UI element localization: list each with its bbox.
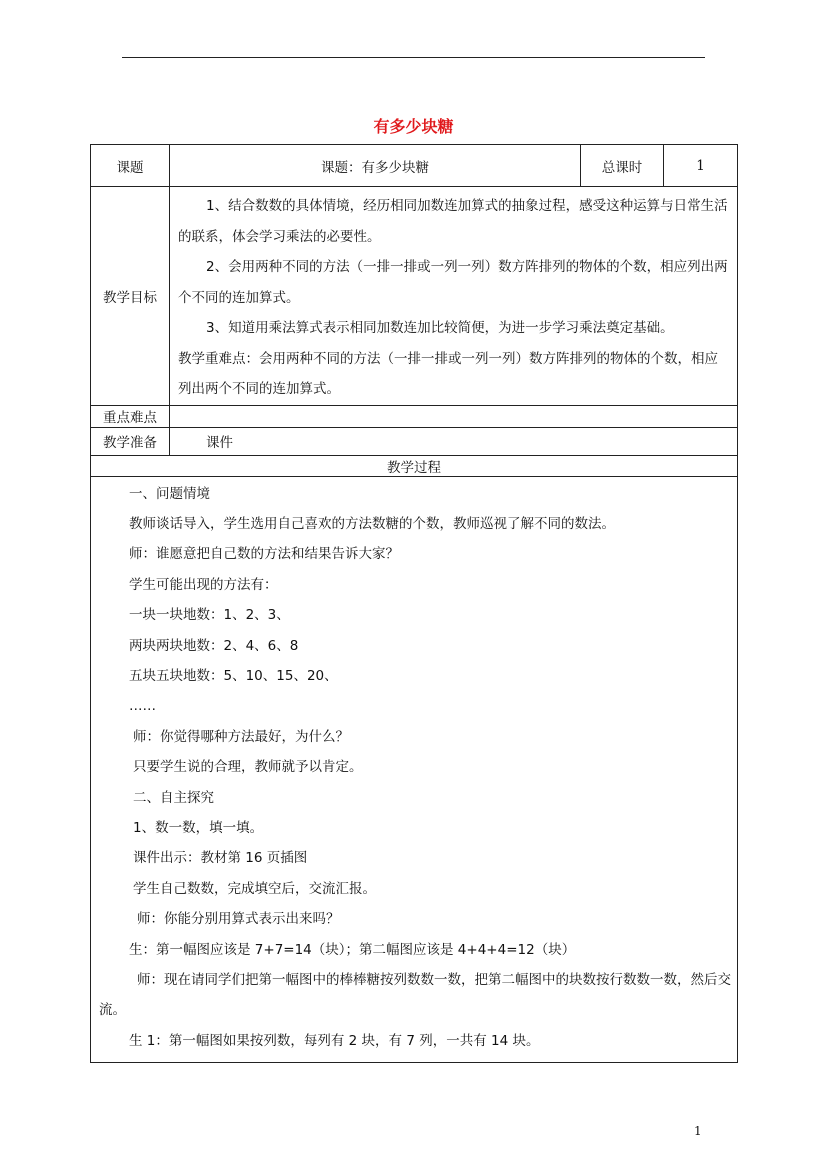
process-line: 师：谁愿意把自己数的方法和结果告诉大家？: [129, 546, 399, 563]
prep-label: 教学准备: [91, 427, 170, 455]
goals-content: [170, 187, 738, 406]
header-rule: [122, 57, 705, 58]
goals-row: [91, 187, 738, 406]
process-heading-row: [91, 455, 738, 476]
process-line: 师：你觉得哪种方法最好，为什么？: [133, 728, 349, 745]
process-line: 师：现在请同学们把第一幅图中的棒棒糖按列数数一数，把第二幅图中的块数按行数数一数，然后交流。: [99, 972, 731, 1019]
key-points-row: [91, 405, 738, 427]
document-title: 有多少块糖: [373, 117, 454, 136]
prep-value: 课件: [170, 427, 738, 455]
goal-item: 2、会用两种不同的方法（一排一排或一列一列）数方阵排列的物体的个数，相应列出两个不同的连加算式。: [178, 259, 728, 306]
goals-label: 教学目标: [91, 187, 170, 406]
lesson-plan-table: [90, 144, 738, 1063]
process-line: 一、问题情境: [129, 485, 210, 502]
total-hours-label: 总课时: [581, 145, 664, 187]
process-line: 1、数一数，填一填。: [133, 819, 264, 836]
page-number: 1: [694, 1124, 702, 1138]
key-points-value: [170, 405, 738, 427]
process-line: 一块一块地数：1、2、3、: [129, 607, 290, 624]
process-line: 学生自己数数，完成填空后，交流汇报。: [133, 880, 376, 897]
process-line: 两块两块地数：2、4、6、8: [129, 637, 299, 654]
process-line: 生：第一幅图应该是 7+7=14（块）；第二幅图应该是 4+4+4=12（块）: [129, 941, 576, 958]
goal-key-difficulty: 教学重难点：会用两种不同的方法（一排一排或一列一列）数方阵排列的物体的个数，相应列出两个不同的连加算式。: [178, 350, 718, 397]
process-content: [91, 476, 738, 1063]
process-heading: 教学过程: [91, 455, 738, 476]
process-line: 师：你能分别用算式表示出来吗？: [137, 911, 340, 928]
total-hours-value: 1: [664, 145, 738, 187]
process-line: 课件出示：教材第 16 页插图: [133, 850, 308, 867]
goal-item: 3、知道用乘法算式表示相同加数连加比较简便，为进一步学习乘法奠定基础。: [206, 320, 674, 336]
process-line: 二、自主探究: [133, 789, 214, 806]
topic-label: 课题: [91, 145, 170, 187]
goal-item: 1、结合数数的具体情境，经历相同加数连加算式的抽象过程，感受这种运算与日常生活的联系，体会学习乘法的必要性。: [178, 198, 728, 245]
process-line: 生 1：第一幅图如果按列数，每列有 2 块，有 7 列，一共有 14 块。: [129, 1032, 540, 1049]
topic-row: [91, 145, 738, 187]
topic-value: 课题：有多少块糖: [170, 145, 581, 187]
process-line: 五块五块地数：5、10、15、20、: [129, 667, 338, 684]
process-line: 学生可能出现的方法有：: [129, 576, 278, 593]
process-row: [91, 476, 738, 1063]
process-line: 教师谈话导入，学生选用自己喜欢的方法数糖的个数，教师巡视了解不同的数法。: [129, 515, 615, 532]
process-line: ……: [129, 698, 156, 715]
process-line: 只要学生说的合理，教师就予以肯定。: [133, 759, 363, 776]
key-points-label: 重点难点: [91, 405, 170, 427]
prep-row: [91, 427, 738, 455]
